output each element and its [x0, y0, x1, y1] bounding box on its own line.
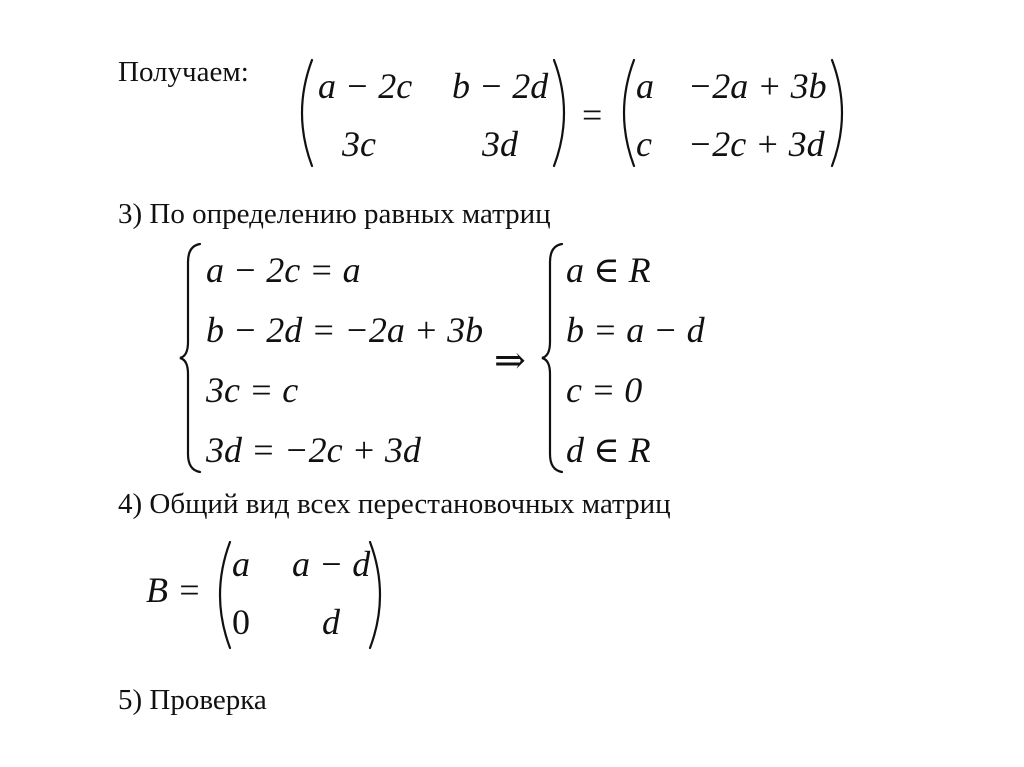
right-matrix-r1c2: −2a + 3b: [688, 66, 827, 106]
step5-heading: 5) Проверка: [118, 684, 267, 716]
intro-label: Получаем:: [118, 56, 249, 88]
system-right-eq2: b = a − d: [566, 310, 705, 350]
system-right-brace: [540, 242, 566, 474]
system-left-eq3: 3c = c: [206, 370, 299, 410]
system-right-eq3: c = 0: [566, 370, 643, 410]
right-matrix-close-paren: [826, 56, 856, 170]
step3-heading: 3) По определению равных матриц: [118, 198, 551, 230]
right-matrix-r2c1: c: [636, 124, 652, 164]
system-left-eq2: b − 2d = −2a + 3b: [206, 310, 484, 350]
system-right-eq1: a ∈ R: [566, 250, 651, 290]
matrix-b-r1c2: a − d: [292, 544, 371, 584]
matrix-b-close-paren: [364, 538, 394, 652]
right-matrix-r1c1: a: [636, 66, 654, 106]
system-right-eq4: d ∈ R: [566, 430, 651, 470]
matrix-b-r2c1: 0: [232, 602, 250, 642]
system-left-eq1: a − 2c = a: [206, 250, 361, 290]
left-matrix-close-paren: [548, 56, 578, 170]
left-matrix-r1c1: a − 2c: [318, 66, 413, 106]
implies-arrow: ⇒: [494, 340, 526, 382]
system-left-eq4: 3d = −2c + 3d: [206, 430, 421, 470]
left-matrix-r1c2: b − 2d: [452, 66, 549, 106]
left-matrix-r2c2: 3d: [482, 124, 518, 164]
matrix-b-r2c2: d: [322, 602, 340, 642]
left-matrix-open-paren: [288, 56, 318, 170]
left-matrix-r2c1: 3c: [342, 124, 376, 164]
matrix-b-r1c1: a: [232, 544, 250, 584]
system-left-brace: [178, 242, 204, 474]
matrix-b-lhs: B =: [146, 570, 202, 610]
right-matrix-r2c2: −2c + 3d: [688, 124, 825, 164]
equals-sign: =: [582, 95, 603, 135]
step4-heading: 4) Общий вид всех перестановочных матриц: [118, 488, 671, 520]
